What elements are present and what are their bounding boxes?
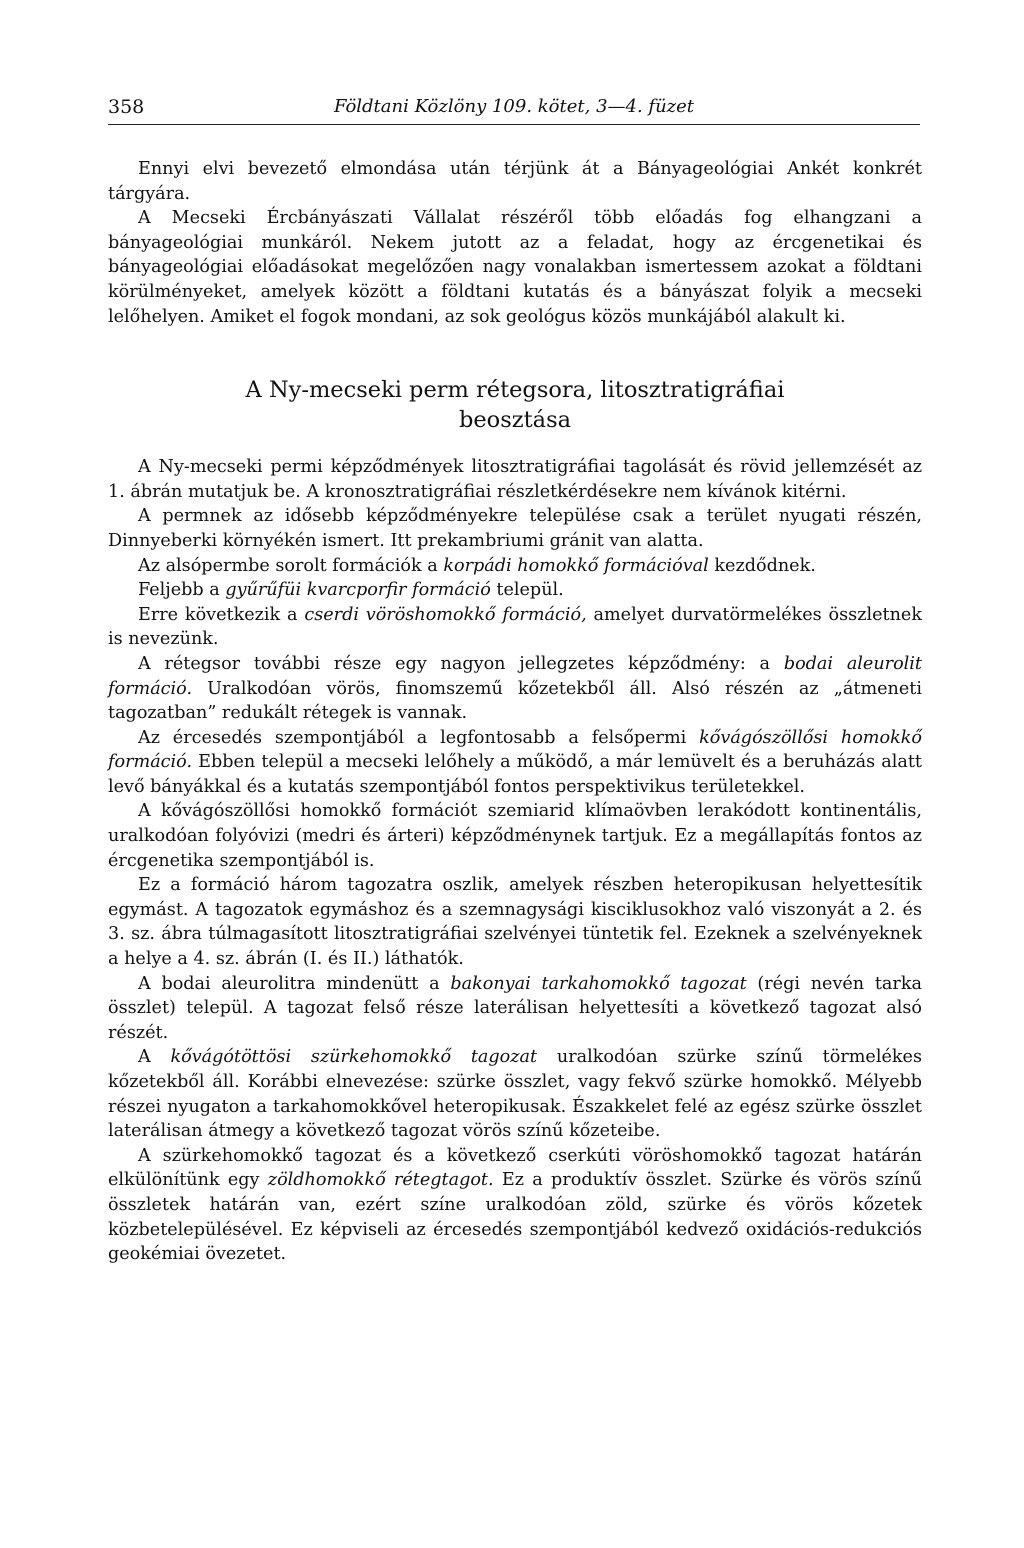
paragraph-3: Az alsópermbe sorolt formációk a korpádi homokkő formációval kezdődnek. xyxy=(138,555,816,576)
paragraph-12: A szürkehomokkő tagozat és a következő cserkúti vöröshomokkő tagozat határán elkülönítünk egy zöldhomokkő rétegtagot. Ez a produktív összlet. Szürke és vörös színű összletek határán van, ezért színe uralkodóan zöld, szürke és vörös kőzetek közbetelepülésével. Ez képviseli az ércesedés szempontjából kedvező oxidációs-redukciós geokémiai övezetet. xyxy=(108,1145,922,1265)
section-title xyxy=(108,375,922,435)
paragraph-11: A kővágótöttösi szürkehomokkő tagozat uralkodóan szürke színű törmelékes kőzetekből áll. Korábbi elnevezése: szürke összlet, vagy fekvő szürke homokkő. Mélyebb részei nyugaton a tarkahomokkővel heteropikusak. Északkelet felé az egész szürke összlet laterálisan átmegy a következő tagozat vörös színű kőzeteibe. xyxy=(108,1047,922,1142)
paragraph-6: A rétegsor további része egy nagyon jellegzetes képződmény: a bodai aleurolit formáció. Uralkodóan vörös, finomszemű kőzetekből áll. Alsó részén az „átmeneti tagozatban” redukált rétegek is vannak. xyxy=(108,653,923,724)
formation-name: bodai aleurolit formáció. xyxy=(108,653,923,699)
page-number: 358 xyxy=(108,96,145,118)
page-body xyxy=(108,157,922,1267)
paragraph-9: Ez a formáció három tagozatra oszlik, amelyek részben heteropikusan helyettesítik egymást. A tagozatok egymáshoz és a szemnagysági kisciklusokhoz való viszonyát a 2. és 3. sz. ábra túlmagasított litosztratigráfiai szelvényei tüntetik fel. Ezeknek a szelvényeknek a helye a 4. sz. ábrán (I. és II.) láthatók. xyxy=(108,875,922,970)
paragraph-10: A bodai aleurolitra mindenütt a bakonyai tarkahomokkő tagozat (régi nevén tarka összlet) települ. A tagozat felső része laterálisan helyettesíti a következő tagozat alsó részét. xyxy=(108,973,922,1043)
intro-paragraph-2: A Mecseki Ércbányászati Vállalat részéről több előadás fog elhangzani a bányageológiai munkáról. Nekem jutott az a feladat, hogy az ércgenetikai és bányageológiai előadásokat megelőzően nagy vonalakban ismertessem azokat a földtani körülményeket, amelyek között a földtani kutatás és a bányászat folyik a mecseki lelőhelyen. Amiket el fogok mondani, az sok geológus közös munkájából alakult ki. xyxy=(108,208,922,327)
formation-name: korpádi homokkő formációval xyxy=(443,555,709,576)
running-header xyxy=(108,94,920,125)
member-name: bakonyai tarkahomokkő tagozat xyxy=(450,973,747,994)
paragraph-5: Erre következik a cserdi vöröshomokkő formáció, amelyet durvatörmelékes összletnek is nevezünk. xyxy=(108,604,922,650)
member-name: zöldhomokkő rétegtagot. xyxy=(267,1170,494,1191)
paragraph-7: Az ércesedés szempontjából a legfontosabb a felsőpermi kővágószöllősi homokkő formáció. Ebben települ a mecseki lelőhely a működő, a már lemüvelt és a beruházás alatt levő bányákkal és a kutatás szempontjából fontos perspektivikus területekkel. xyxy=(108,727,923,797)
paragraph-8: A kővágószöllősi homokkő formációt szemiarid klímaövben lerakódott kontinentális, uralkodóan folyóvizi (medri és árteri) képződménynek tartjuk. Ez a megállapítás fontos az ércgenetika szempontjából is. xyxy=(108,801,922,871)
formation-name: kővágószöllősi homokkő formáció. xyxy=(108,727,923,773)
journal-title: Földtani Közlöny 109. kötet, 3—4. füzet xyxy=(333,96,695,117)
formation-name: cserdi vöröshomokkő formáció, xyxy=(304,604,587,625)
member-name: kővágótöttösi szürkehomokkő tagozat xyxy=(170,1047,538,1068)
formation-name: gyűrűfüi kvarcporfir formáció xyxy=(225,580,491,601)
paragraph-4: Feljebb a gyűrűfüi kvarcporfir formáció települ. xyxy=(138,580,564,601)
paragraph-2: A permnek az idősebb képződményekre települése csak a terület nyugati részén, Dinnyeberki környékén ismert. Itt prekambriumi gránit van alatta. xyxy=(108,506,922,551)
intro-paragraph-1: Ennyi elvi bevezető elmondása után térjünk át a Bányageológiai Ankét konkrét tárgyára. xyxy=(108,159,922,204)
paragraph-1: A Ny-mecseki permi képződmények litosztratigráfiai tagolását és rövid jellemzését az 1. ábrán mutatjuk be. A kronosztratigráfiai részletkérdésekre nem kívánok kitérni. xyxy=(108,457,922,502)
section-title-line-2: beosztása xyxy=(458,407,572,434)
section-title-line-1: A Ny-mecseki perm rétegsora, litosztratigráfiai xyxy=(245,377,785,404)
